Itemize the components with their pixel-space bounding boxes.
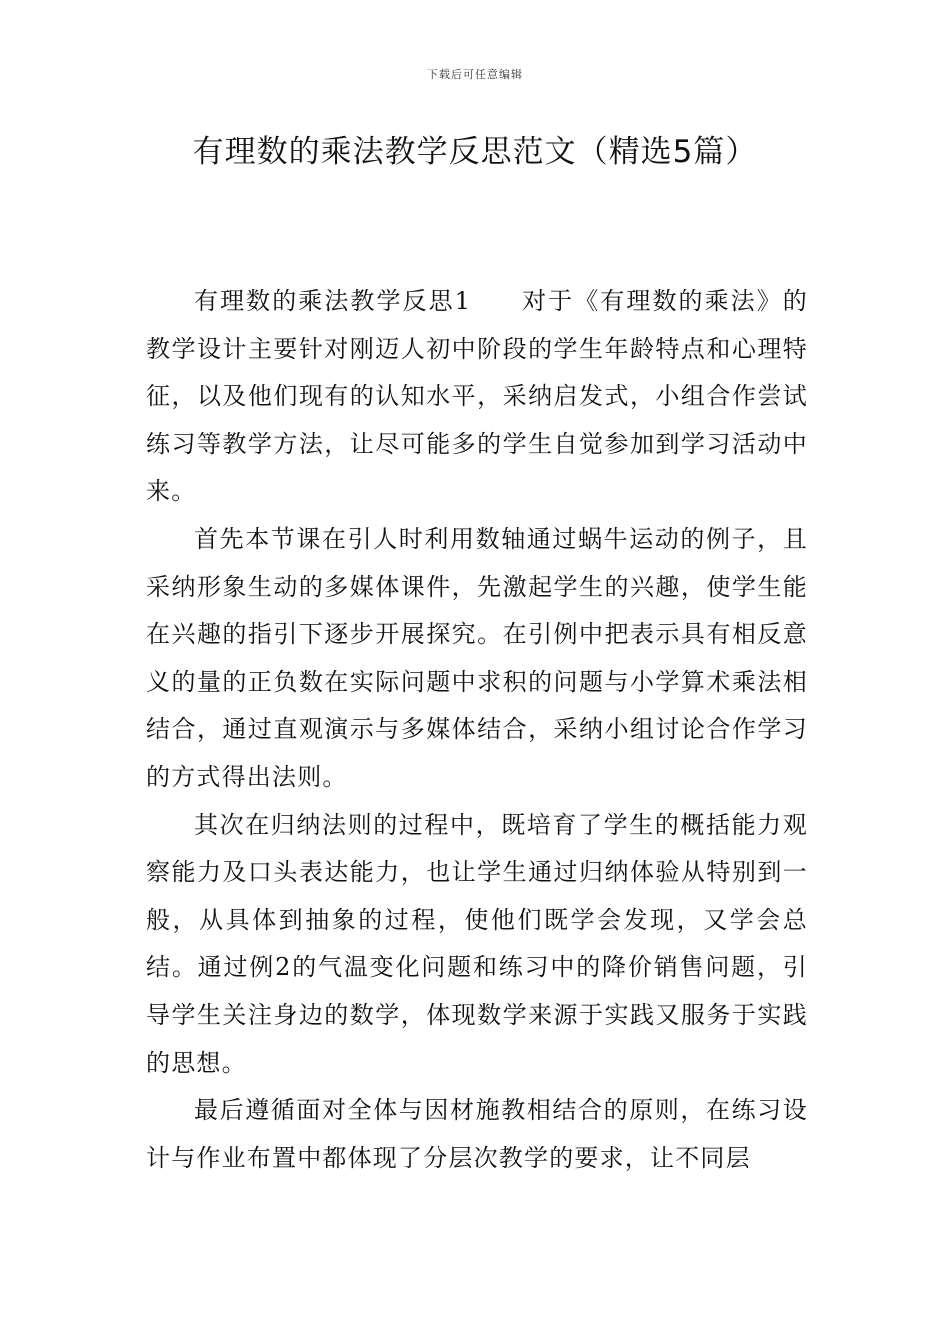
document-body: [146, 278, 808, 1182]
paragraph-2: 首先本节课在引人时利用数轴通过蜗牛运动的例子，且采纳形象生动的多媒体课件，先激起学生的兴趣，使学生能在兴趣的指引下逐步开展探究。在引例中把表示具有相反意义的量的正负数在实际问题中求积的问题与小学算术乘法相结合，通过直观演示与多媒体结合，采纳小组讨论合作学习的方式得出法则。: [146, 524, 808, 791]
section-heading: 有理数的乘法教学反思1: [194, 287, 472, 315]
paragraph-3: 其次在归纳法则的过程中，既培育了学生的概括能力观察能力及口头表达能力，也让学生通过归纳体验从特别到一般，从具体到抽象的过程，使他们既学会发现，又学会总结。通过例2的气温变化问题和练习中的降价销售问题，引导学生关注身边的数学，体现数学来源于实践又服务于实践的思想。: [146, 810, 808, 1077]
paragraph-1: [146, 278, 808, 516]
document-title: 有理数的乘法教学反思范文（精选5篇）: [192, 134, 758, 170]
paragraph-4: 最后遵循面对全体与因材施教相结合的原则，在练习设计与作业布置中都体现了分层次教学的要求，让不同层: [146, 1096, 808, 1172]
header-note: 下载后可任意编辑: [427, 68, 523, 81]
paragraph-1-text: 对于《有理数的乘法》的教学设计主要针对刚迈人初中阶段的学生年龄特点和心理特征，以及他们现有的认知水平，采纳启发式，小组合作尝试练习等教学方法，让尽可能多的学生自觉参加到学习活动中来。: [146, 287, 809, 506]
